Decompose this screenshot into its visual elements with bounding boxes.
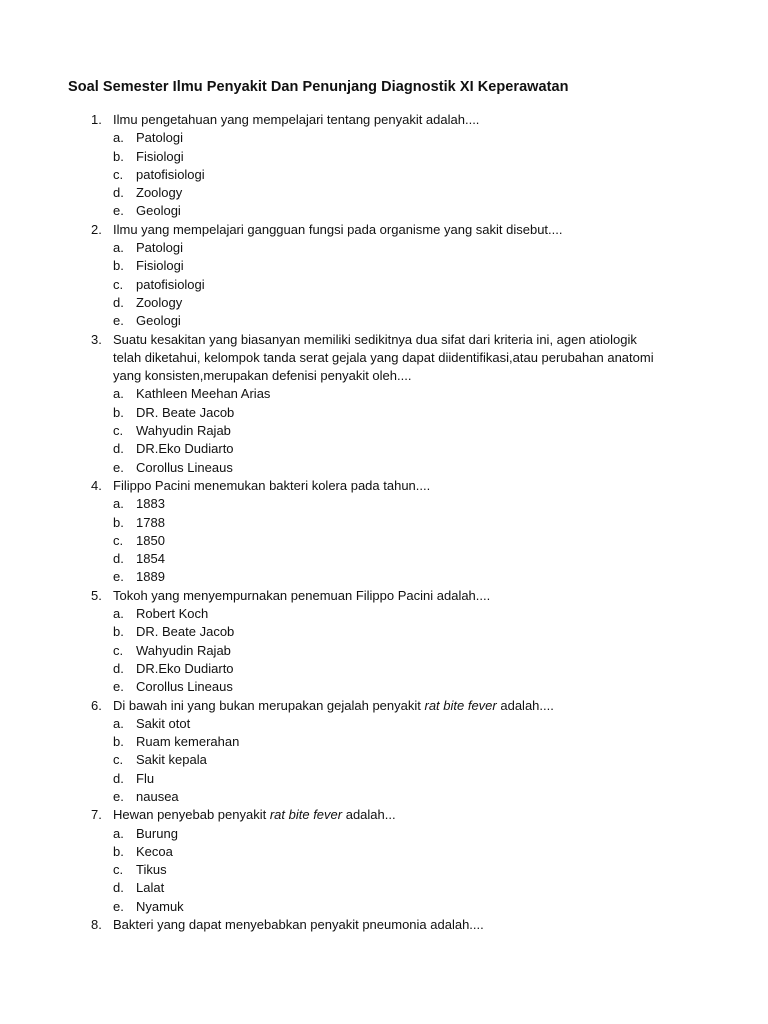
question-text: [113, 111, 479, 129]
question-text-italic: rat bite fever: [269, 807, 343, 823]
answer-option-text: patofisiologi: [136, 276, 205, 292]
question-text-segment: Ilmu yang mempelajari gangguan fungsi pada organisme yang sakit disebut....: [113, 221, 563, 237]
answer-option: [0, 459, 768, 477]
answer-option-letter: b.: [113, 404, 124, 420]
answer-option: [0, 276, 768, 294]
answer-option-text: Patologi: [136, 130, 183, 146]
answer-option-letter: c.: [113, 532, 124, 548]
answer-option: [0, 660, 768, 678]
question-line: [0, 806, 768, 824]
answer-option-text: Burung: [136, 825, 178, 841]
answer-option-letter: e.: [113, 313, 124, 329]
answer-option: [0, 605, 768, 623]
answer-option-letter: c.: [113, 642, 124, 658]
answer-option: [0, 751, 768, 769]
question-line: [0, 916, 768, 934]
question-text-segment: Tokoh yang menyempurnakan penemuan Filippo Pacini adalah....: [113, 587, 491, 603]
answer-option-text: Nyamuk: [136, 898, 184, 914]
answer-option: [0, 294, 768, 312]
answer-option: [0, 898, 768, 916]
answer-option: [0, 202, 768, 220]
question-text-segment: adalah...: [342, 807, 396, 823]
answer-option-letter: a.: [113, 606, 124, 622]
answer-option-text: Flu: [136, 770, 155, 786]
answer-option-text: Corollus Lineaus: [136, 679, 233, 695]
answer-option-text: 1850: [136, 532, 165, 548]
question-text: [113, 331, 637, 349]
answer-option-letter: a.: [113, 386, 124, 402]
answer-option: [0, 642, 768, 660]
answer-option-text: Robert Koch: [136, 606, 209, 622]
answer-option-letter: a.: [113, 715, 124, 731]
answer-option-text: Fisiologi: [136, 148, 184, 164]
answer-option-letter: c.: [113, 166, 124, 182]
question-number: 7.: [91, 807, 102, 823]
answer-option-letter: b.: [113, 148, 124, 164]
question-number: 1.: [91, 112, 102, 127]
answer-option-text: Kecoa: [136, 843, 173, 859]
answer-option-letter: c.: [113, 423, 124, 439]
answer-option-text: DR.Eko Dudiarto: [136, 660, 234, 676]
question-text: [113, 221, 563, 239]
answer-option-letter: c.: [113, 276, 124, 292]
question-number: 3.: [91, 331, 102, 347]
answer-option-text: Ruam kemerahan: [136, 734, 240, 750]
answer-option-text: Lalat: [136, 880, 165, 896]
answer-option-text: Tikus: [136, 862, 167, 878]
answer-option: [0, 825, 768, 843]
question-text-segment: telah diketahui, kelompok tanda serat gejala yang dapat diidentifikasi,atau perubahan anatomi: [113, 349, 654, 365]
answer-option-text: 1883: [136, 496, 165, 512]
answer-option: [0, 678, 768, 696]
answer-option: [0, 148, 768, 166]
question-number: 2.: [91, 221, 102, 237]
question-text-segment: Hewan penyebab penyakit: [113, 807, 270, 823]
answer-option-text: Corollus Lineaus: [136, 459, 233, 475]
question-line: [0, 331, 768, 349]
answer-option-text: 1788: [136, 514, 165, 530]
question-text-segment: yang konsisten,merupakan defenisi penyakit oleh....: [113, 368, 412, 384]
question-number: 8.: [91, 917, 102, 933]
question-line: [0, 697, 768, 715]
answer-option-letter: a.: [113, 825, 124, 841]
answer-option: [0, 568, 768, 586]
answer-option-letter: e.: [113, 203, 124, 219]
answer-option-letter: d.: [113, 294, 124, 310]
answer-option: [0, 257, 768, 275]
question-item: [0, 587, 768, 697]
answer-option-letter: b.: [113, 258, 124, 274]
question-item: [0, 477, 768, 587]
question-line: [0, 587, 768, 605]
question-line: [0, 367, 768, 385]
question-text-segment: Filippo Pacini menemukan bakteri kolera pada tahun....: [113, 477, 431, 493]
answer-option-letter: d.: [113, 441, 124, 457]
answer-option-text: Wahyudin Rajab: [136, 423, 231, 439]
answer-option-text: Zoology: [136, 185, 183, 201]
answer-option-letter: b.: [113, 624, 124, 640]
answer-option: [0, 385, 768, 403]
answer-option-letter: d.: [113, 185, 124, 201]
question-line: [0, 221, 768, 239]
answer-option-text: Wahyudin Rajab: [136, 642, 231, 658]
answer-option: [0, 166, 768, 184]
answer-option: [0, 495, 768, 513]
question-text: [113, 477, 430, 495]
answer-option: [0, 861, 768, 879]
question-item: [0, 221, 768, 331]
question-text-segment: Di bawah ini yang bukan merupakan gejalah penyakit: [113, 697, 425, 713]
answer-option: [0, 514, 768, 532]
question-text-segment: Bakteri yang dapat menyebabkan penyakit pneumonia adalah....: [113, 917, 484, 933]
answer-option: [0, 184, 768, 202]
question-item: [0, 806, 768, 916]
question-text-segment: adalah....: [496, 697, 554, 713]
answer-option-text: patofisiologi: [136, 166, 205, 182]
answer-option: [0, 422, 768, 440]
answer-option-letter: b.: [113, 514, 124, 530]
answer-option-text: DR.Eko Dudiarto: [136, 441, 234, 457]
answer-option: [0, 788, 768, 806]
answer-option-letter: e.: [113, 788, 124, 804]
answer-option-text: Patologi: [136, 240, 183, 256]
answer-option-letter: e.: [113, 679, 124, 695]
question-number: 5.: [91, 587, 102, 603]
document-title: Soal Semester Ilmu Penyakit Dan Penunjang Diagnostik XI Keperawatan: [68, 79, 569, 95]
answer-option-text: Sakit kepala: [136, 752, 207, 768]
answer-option-text: Geologi: [136, 203, 181, 219]
answer-option-letter: d.: [113, 880, 124, 896]
answer-option-letter: e.: [113, 898, 124, 914]
question-text: [113, 587, 490, 605]
answer-option: [0, 404, 768, 422]
answer-option-text: nausea: [136, 788, 179, 804]
question-text-italic: rat bite fever: [424, 697, 497, 713]
answer-option-text: Geologi: [136, 313, 181, 329]
answer-option-letter: e.: [113, 459, 124, 475]
question-item: [0, 916, 768, 934]
answer-option-text: Zoology: [136, 294, 183, 310]
question-item: [0, 697, 768, 807]
answer-option-text: Sakit otot: [136, 715, 191, 731]
answer-option: [0, 623, 768, 641]
answer-option: [0, 532, 768, 550]
answer-option: [0, 129, 768, 147]
answer-option: [0, 550, 768, 568]
answer-option-letter: a.: [113, 496, 124, 512]
answer-option: [0, 733, 768, 751]
question-text: [113, 367, 411, 385]
answer-option: [0, 239, 768, 257]
answer-option-letter: d.: [113, 770, 124, 786]
answer-option-letter: c.: [113, 862, 124, 878]
answer-option-letter: a.: [113, 130, 124, 146]
answer-option-text: 1854: [136, 551, 165, 567]
answer-option-letter: d.: [113, 660, 124, 676]
answer-option: [0, 312, 768, 330]
question-line: [0, 111, 768, 129]
question-line: [0, 349, 768, 367]
answer-option-letter: b.: [113, 734, 124, 750]
answer-option-letter: e.: [113, 569, 124, 585]
answer-option: [0, 715, 768, 733]
question-line: [0, 477, 768, 495]
answer-option-text: DR. Beate Jacob: [136, 624, 235, 640]
answer-option-text: Fisiologi: [136, 258, 184, 274]
question-item: [0, 331, 768, 477]
question-item: [0, 111, 768, 221]
answer-option-text: 1889: [136, 569, 165, 585]
answer-option-letter: a.: [113, 240, 124, 256]
answer-option: [0, 843, 768, 861]
answer-option-text: DR. Beate Jacob: [136, 404, 235, 420]
answer-option-letter: c.: [113, 752, 124, 768]
question-list: [0, 111, 768, 934]
question-number: 6.: [91, 697, 102, 713]
question-text-segment: Suatu kesakitan yang biasanyan memiliki sedikitnya dua sifat dari kriteria ini, agen atiologik: [113, 331, 637, 347]
question-text: [113, 916, 484, 934]
answer-option-text: Kathleen Meehan Arias: [136, 386, 271, 402]
answer-option: [0, 879, 768, 897]
question-text: [113, 349, 654, 367]
question-number: 4.: [91, 477, 102, 493]
question-text-segment: Ilmu pengetahuan yang mempelajari tentang penyakit adalah....: [113, 112, 480, 127]
answer-option-letter: d.: [113, 551, 124, 567]
answer-option: [0, 770, 768, 788]
answer-option-letter: b.: [113, 843, 124, 859]
question-text: [113, 697, 554, 715]
answer-option: [0, 440, 768, 458]
question-text: [113, 806, 396, 824]
